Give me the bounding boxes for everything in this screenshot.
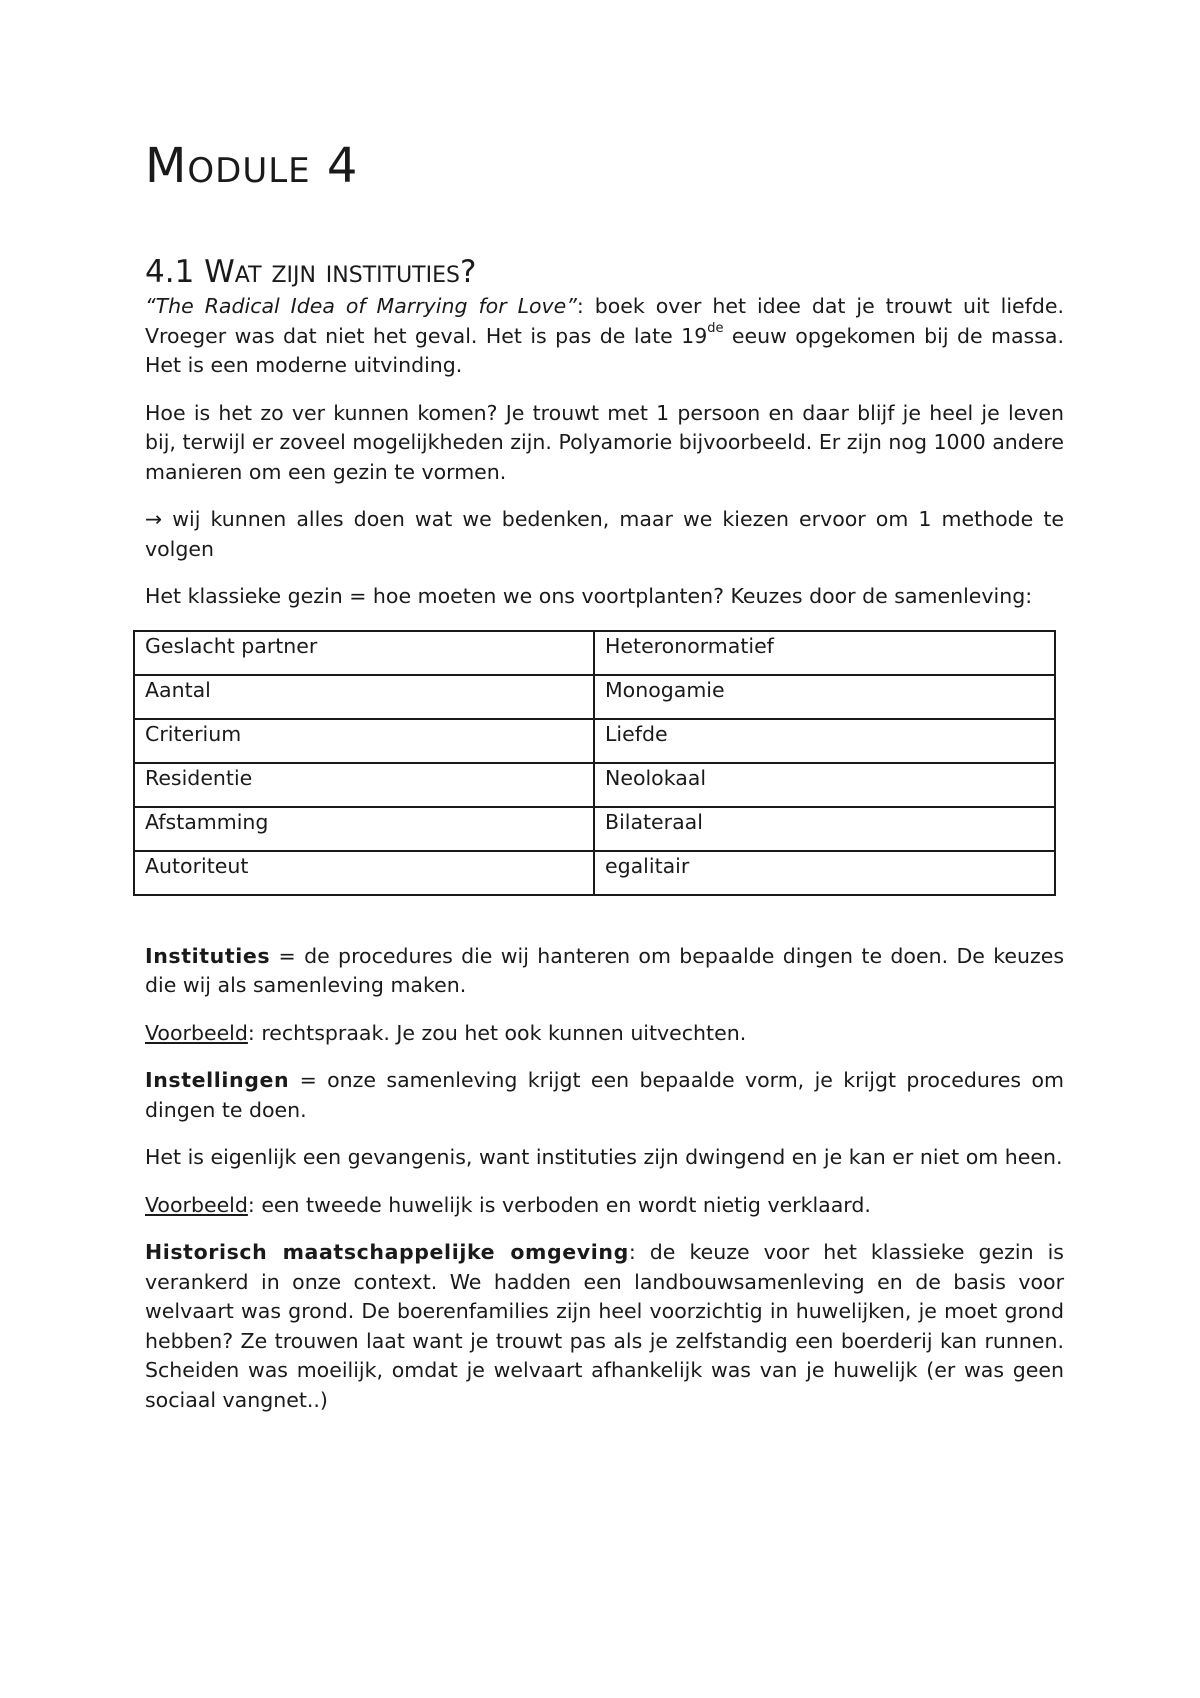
definition-instellingen <box>145 1066 1064 1125</box>
paragraph-klassieke-gezin: Het klassieke gezin = hoe moeten we ons voortplanten? Keuzes door de samenleving: <box>145 584 1033 608</box>
table-cell-label: Autoriteut <box>134 851 594 895</box>
table-cell-label: Criterium <box>134 719 594 763</box>
table-row <box>134 631 1055 675</box>
intro-paragraph <box>145 292 1064 381</box>
example-label: Voorbeeld <box>145 1192 248 1217</box>
table-cell-value: egalitair <box>594 851 1055 895</box>
table-row <box>134 807 1055 851</box>
section-heading: 4.1 Wat zijn instituties? <box>145 254 477 290</box>
intro-text-2: eeuw opgekomen bij de massa. Het is een moderne uitvinding. <box>145 323 1064 377</box>
table-cell-label: Residentie <box>134 763 594 807</box>
term-instellingen: Instellingen <box>145 1068 290 1092</box>
gezin-table <box>133 630 1056 896</box>
paragraph-gevangenis: Het is eigenlijk een gevangenis, want instituties zijn dwingend en je kan er niet om heen. <box>145 1145 1063 1169</box>
example-text: : een tweede huwelijk is verboden en wordt nietig verklaard. <box>247 1192 871 1217</box>
term-instituties: Instituties <box>145 943 271 968</box>
book-title-quote: “The Radical Idea of Marrying for Love” <box>145 294 577 318</box>
table-row <box>134 719 1055 763</box>
definition-instituties <box>145 942 1064 1001</box>
example-rechtspraak <box>145 1019 1064 1049</box>
table-cell-value: Heteronormatief <box>594 631 1055 675</box>
page-title: Module 4 <box>145 138 359 194</box>
table-row <box>134 851 1055 895</box>
example-huwelijk <box>145 1191 1064 1221</box>
paragraph-arrow: → wij kunnen alles doen wat we bedenken, maar we kiezen ervoor om 1 methode te volgen <box>145 507 1064 561</box>
table-cell-label: Afstamming <box>134 807 594 851</box>
paragraph-polyamorie: Hoe is het zo ver kunnen komen? Je trouwt met 1 persoon en daar blijf je heel je leven bij, terwijl er zoveel mogelijkheden zijn. Polyamorie bijvoorbeeld. Er zijn nog 1000 andere manieren om een gezin te vormen. <box>145 400 1064 484</box>
definition-historisch-text: : de keuze voor het klassieke gezin is verankerd in onze context. We hadden een landbouwsamenleving en de basis voor welvaart was grond. De boerenfamilies zijn heel voorzichtig in huwelijken, je moet grond hebben? Ze trouwen laat want je trouwt pas als je zelfstandig een boerderij kan runnen. Scheiden was moeilijk, omdat je welvaart afhankelijk was van je huwelijk (er was geen sociaal vangnet..) <box>145 1240 1064 1412</box>
table-cell-value: Monogamie <box>594 675 1055 719</box>
definition-instituties-text: = de procedures die wij hanteren om bepaalde dingen te doen. De keuzes die wij als samenleving maken. <box>145 943 1064 997</box>
table-row <box>134 763 1055 807</box>
table-cell-value: Neolokaal <box>594 763 1055 807</box>
definition-instellingen-text: = onze samenleving krijgt een bepaalde vorm, je krijgt procedures om dingen te doen. <box>145 1068 1064 1122</box>
example-text: : rechtspraak. Je zou het ook kunnen uitvechten. <box>247 1020 747 1045</box>
intro-superscript: de <box>707 320 724 336</box>
table-cell-value: Liefde <box>594 719 1055 763</box>
term-historisch: Historisch maatschappelijke omgeving <box>145 1240 629 1264</box>
definition-historisch <box>145 1238 1064 1415</box>
table-row <box>134 675 1055 719</box>
table-cell-label: Geslacht partner <box>134 631 594 675</box>
example-label: Voorbeeld <box>145 1020 248 1045</box>
intro-text-1: : boek over het idee dat je trouwt uit liefde. Vroeger was dat niet het geval. Het is pas de late 19 <box>145 294 1064 348</box>
table-cell-label: Aantal <box>134 675 594 719</box>
table-cell-value: Bilateraal <box>594 807 1055 851</box>
